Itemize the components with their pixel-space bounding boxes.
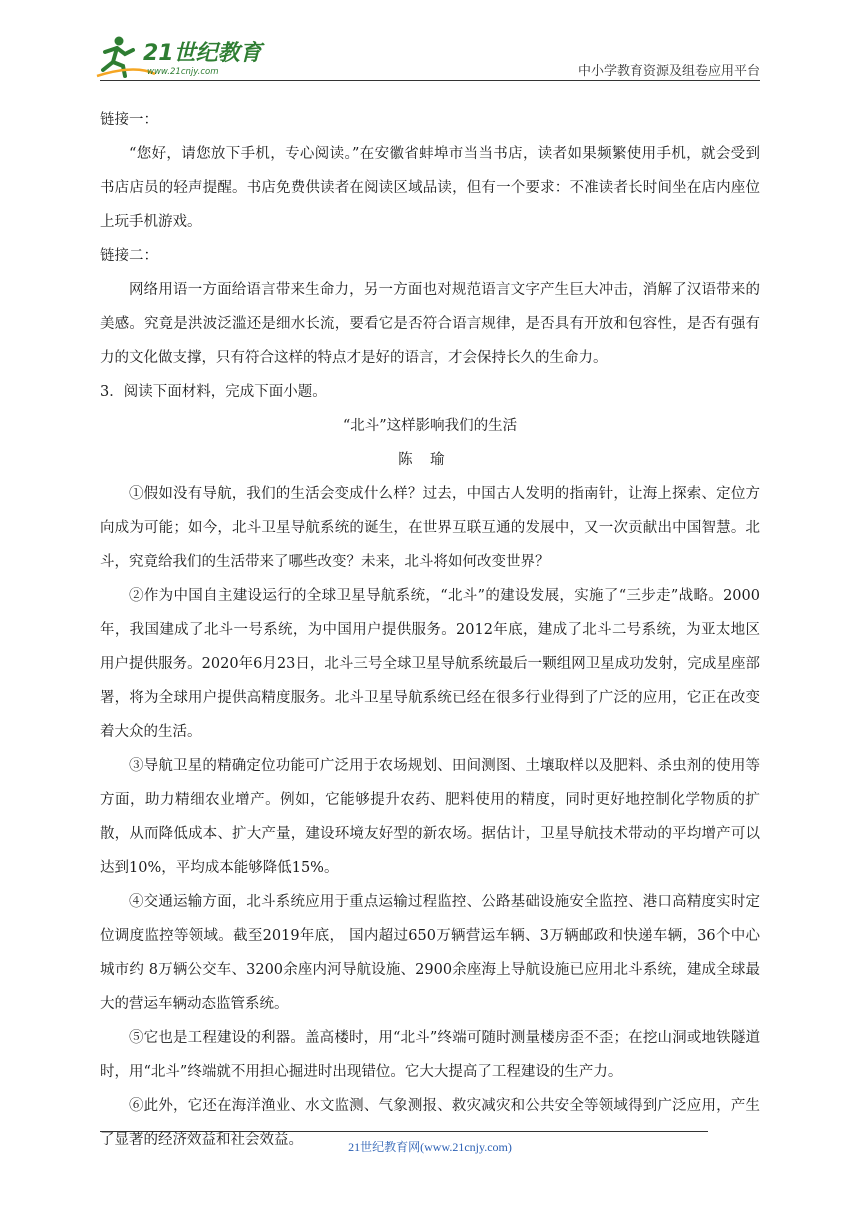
- svg-text:21世纪教育: 21世纪教育: [143, 41, 262, 66]
- paragraph-3: ③导航卫星的精确定位功能可广泛用于农场规划、田间测图、土壤取样以及肥料、杀虫剂的使用等方面，助力精细农业增产。例如，它能够提升农药、肥料使用的精度，同时更好地控制化学物质的扩散，从而降低成本、扩大产量，建设环境友好型的新农场。据估计，卫星导航技术带动的平均增产可以达到10%，平均成本能够降低15%。: [100, 758, 760, 876]
- link1-label: 链接一：: [100, 112, 158, 128]
- page-header: [95, 34, 760, 82]
- platform-name: 中小学教育资源及组卷应用平台: [577, 64, 760, 79]
- header-divider: [100, 80, 760, 81]
- paragraph-6: ⑥此外，它还在海洋渔业、水文监测、气象测报、救灾减灾和公共安全等领域得到广泛应用，产生了显著的经济效益和社会效益。: [100, 1098, 760, 1148]
- article-title: “北斗”这样影响我们的生活: [342, 418, 518, 434]
- question-3: 3．阅读下面材料，完成下面小题。: [100, 384, 327, 400]
- article-author: 陈瑜: [398, 452, 462, 468]
- footer-divider: [100, 1131, 708, 1132]
- link1-text: “您好，请您放下手机，专心阅读。”在安徽省蚌埠市当当书店，读者如果频繁使用手机，就会受到书店店员的轻声提醒。书店免费供读者在阅读区域品读，但有一个要求：不准读者长时间坐在店内座位上玩手机游戏。: [100, 146, 760, 230]
- link2-text: 网络用语一方面给语言带来生命力，另一方面也对规范语言文字产生巨大冲击，消解了汉语带来的美感。究竟是洪波泛滥还是细水长流，要看它是否符合语言规律，是否具有开放和包容性，是否有强有力的文化做支撑，只有符合这样的特点才是好的语言，才会保持长久的生命力。: [100, 282, 760, 366]
- footer-link[interactable]: 21世纪教育网(www.21cnjy.com): [348, 1140, 512, 1154]
- 21cnjy-logo: [95, 34, 265, 80]
- document-body: [100, 103, 760, 1157]
- paragraph-1: ①假如没有导航，我们的生活会变成什么样？过去，中国古人发明的指南针，让海上探索、定位方向成为可能；如今，北斗卫星导航系统的诞生，在世界互联互通的发展中，又一次贡献出中国智慧。北斗，究竟给我们的生活带来了哪些改变？未来，北斗将如何改变世界？: [100, 486, 760, 570]
- svg-text:www.21cnjy.com: www.21cnjy.com: [147, 67, 219, 77]
- link2-label: 链接二：: [100, 248, 158, 264]
- paragraph-5: ⑤它也是工程建设的利器。盖高楼时，用“北斗”终端可随时测量楼房歪不歪；在挖山洞或地铁隧道时，用“北斗”终端就不用担心掘进时出现错位。它大大提高了工程建设的生产力。: [100, 1030, 760, 1080]
- paragraph-4: ④交通运输方面，北斗系统应用于重点运输过程监控、公路基础设施安全监控、港口高精度实时定位调度监控等领域。截至2019年底， 国内超过650万辆营运车辆、3万辆邮政和快递车辆，36个中心城市约 8万辆公交车、3200余座内河导航设施、2900余座海上导航设施已应用北斗系统，建成全球最大的营运车辆动态监管系统。: [100, 894, 760, 1012]
- paragraph-2: ②作为中国自主建设运行的全球卫星导航系统，“北斗”的建设发展，实施了“三步走”战略。2000年，我国建成了北斗一号系统，为中国用户提供服务。2012年底，建成了北斗二号系统，为亚太地区用户提供服务。2020年6月23日，北斗三号全球卫星导航系统最后一颗组网卫星成功发射，完成星座部署，将为全球用户提供高精度服务。北斗卫星导航系统已经在很多行业得到了广泛的应用，它正在改变着大众的生活。: [100, 588, 760, 740]
